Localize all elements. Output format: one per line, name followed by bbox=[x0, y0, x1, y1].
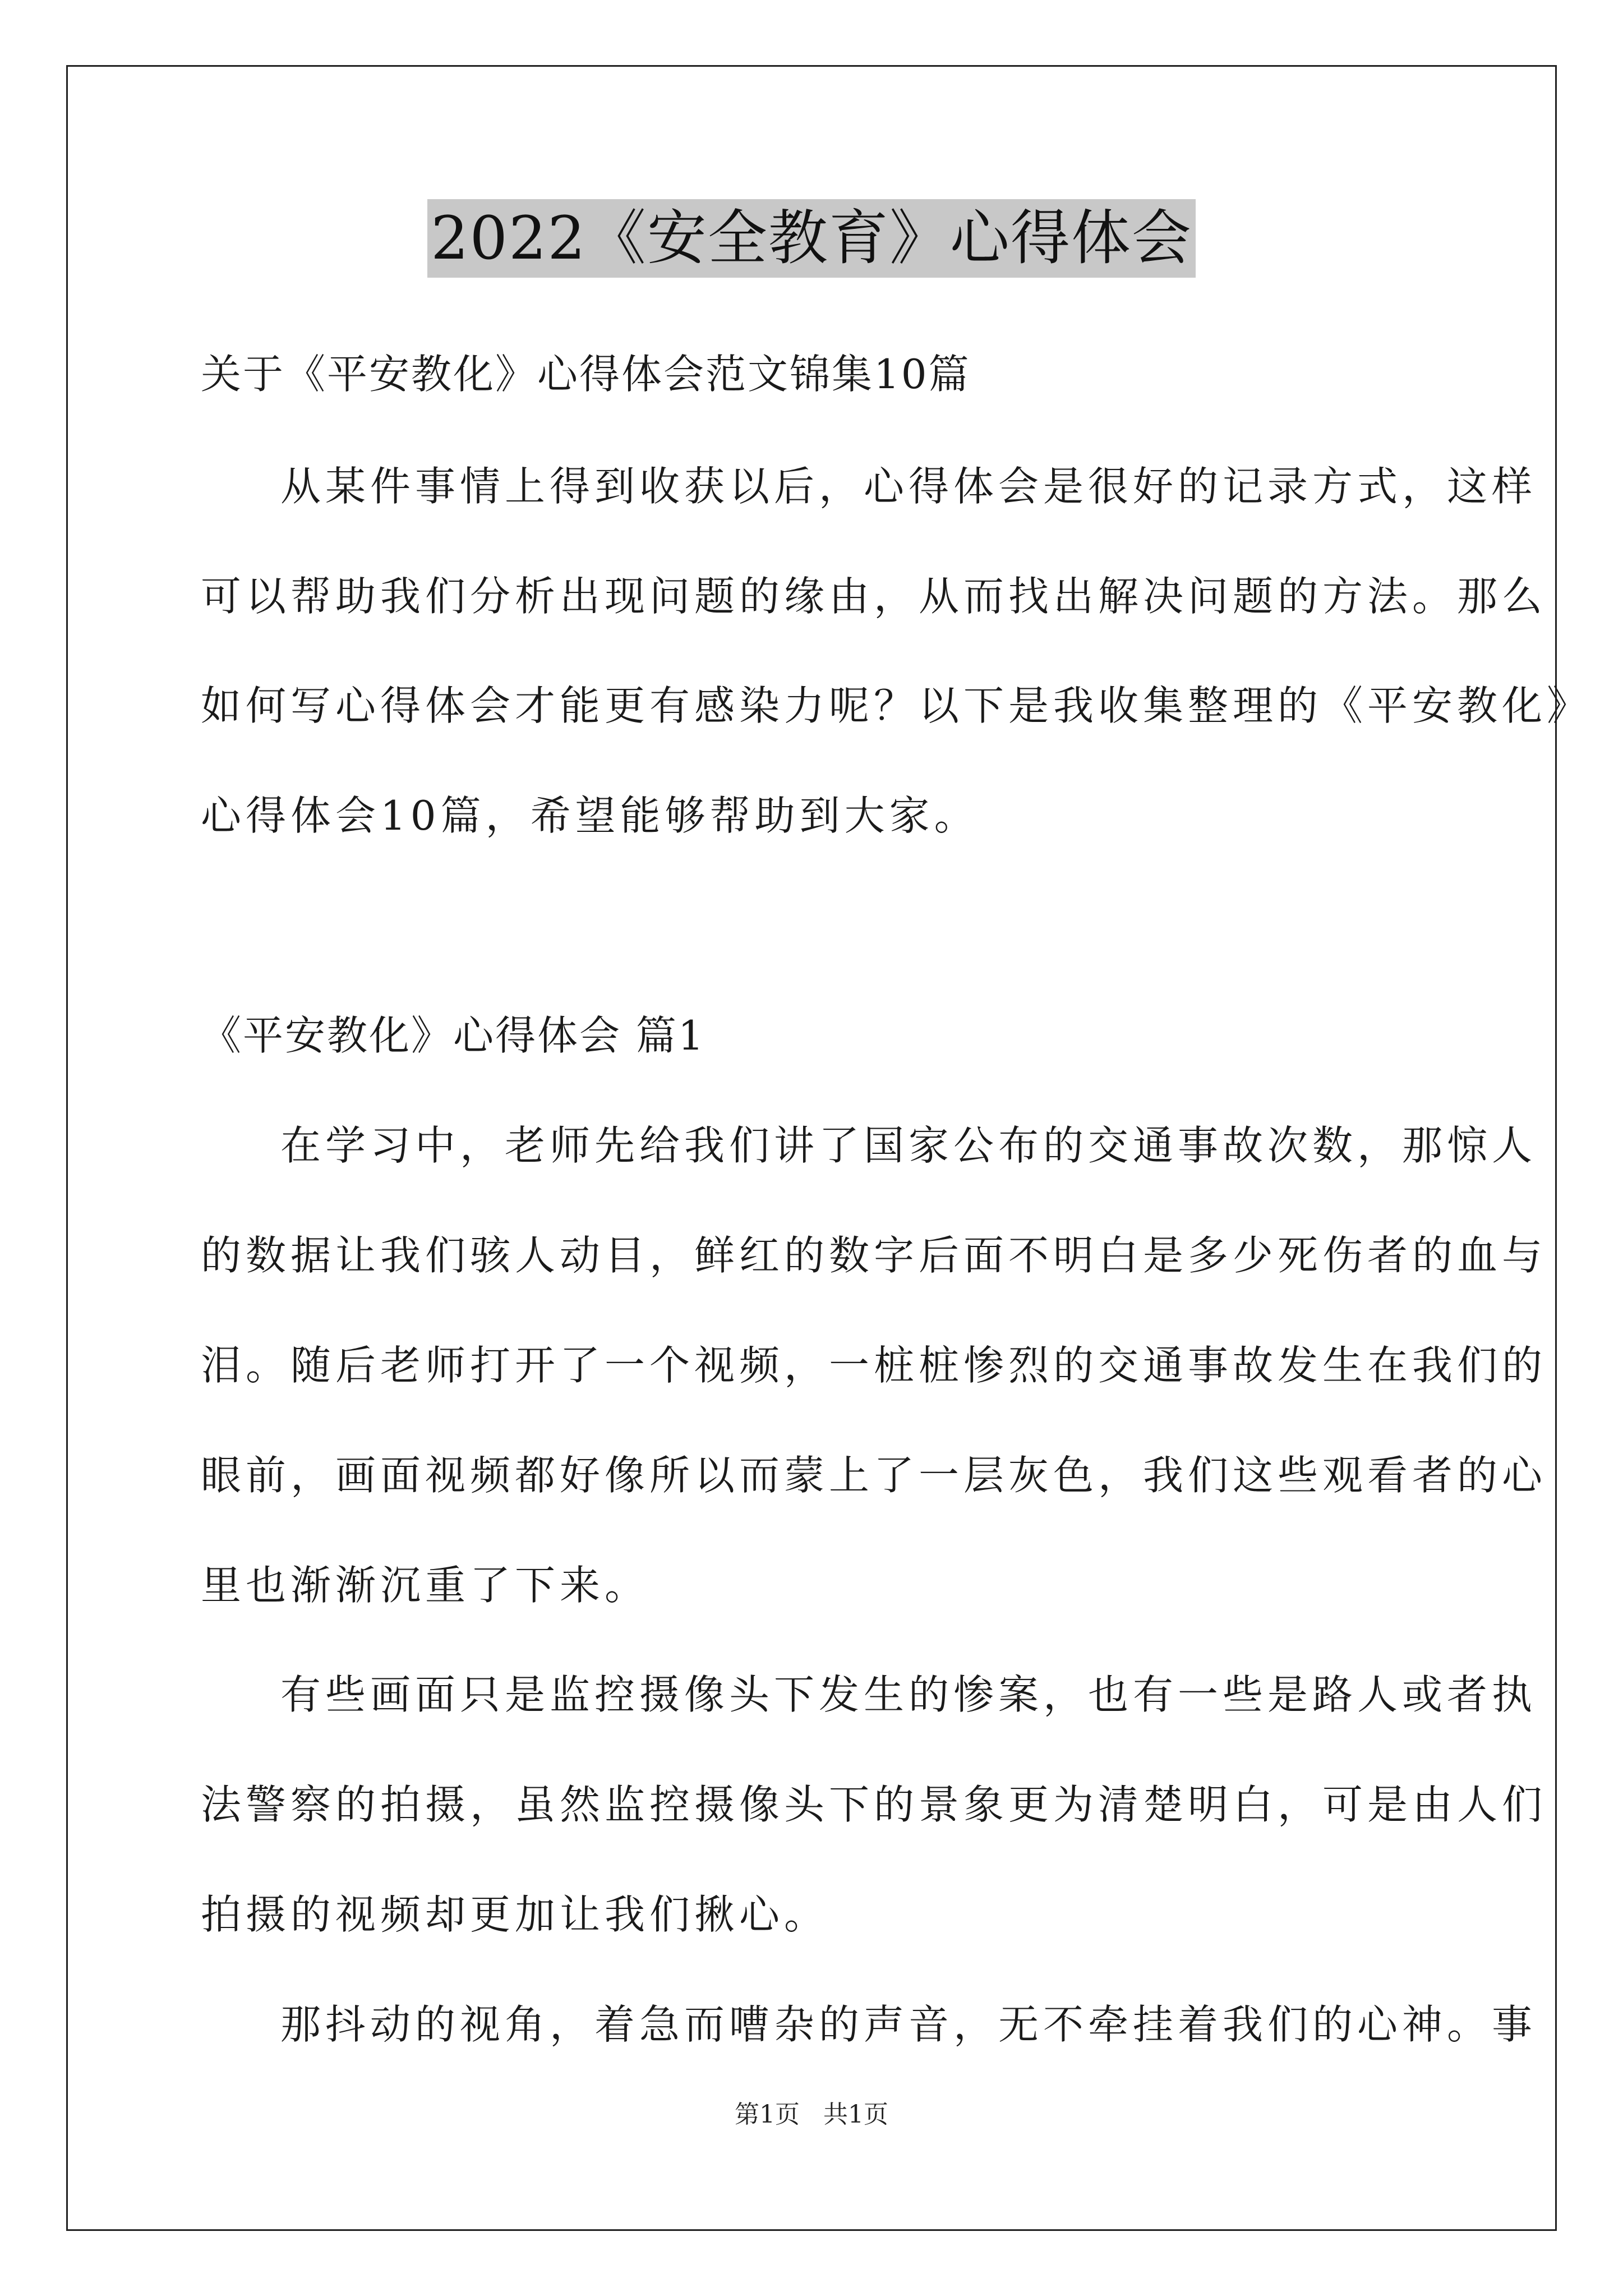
page-number-footer: 第1页 共1页 bbox=[735, 2100, 888, 2129]
paragraph1-line-3: 泪。随后老师打开了一个视频，一桩桩惨烈的交通事故发生在我们的 bbox=[201, 1342, 1547, 1389]
document-title: 2022《安全教育》心得体会 bbox=[427, 199, 1196, 278]
intro-line-3: 如何写心得体会才能更有感染力呢？以下是我收集整理的《平安教化》 bbox=[201, 682, 1592, 729]
title-container bbox=[0, 199, 1623, 278]
intro-line-2: 可以帮助我们分析出现问题的缘由，从而找出解决问题的方法。那么 bbox=[201, 573, 1547, 620]
paragraph1-line-4: 眼前，画面视频都好像所以而蒙上了一层灰色，我们这些观看者的心 bbox=[201, 1452, 1547, 1499]
paragraph2-line-3: 拍摄的视频却更加让我们揪心。 bbox=[201, 1891, 829, 1938]
paragraph1-line-5: 里也渐渐沉重了下来。 bbox=[201, 1562, 650, 1609]
paragraph3-line-1: 那抖动的视角，着急而嘈杂的声音，无不牵挂着我们的心神。事 bbox=[280, 2001, 1537, 2048]
paragraph1-line-2: 的数据让我们骇人动目，鲜红的数字后面不明白是多少死伤者的血与 bbox=[201, 1232, 1547, 1279]
paragraph2-line-2: 法警察的拍摄，虽然监控摄像头下的景象更为清楚明白，可是由人们 bbox=[201, 1781, 1547, 1828]
section-heading: 《平安教化》心得体会 篇1 bbox=[201, 1012, 706, 1059]
paragraph2-line-1: 有些画面只是监控摄像头下发生的惨案，也有一些是路人或者执 bbox=[280, 1671, 1537, 1718]
document-subtitle: 关于《平安教化》心得体会范文锦集10篇 bbox=[201, 351, 971, 398]
intro-line-4: 心得体会10篇，希望能够帮助到大家。 bbox=[201, 792, 979, 839]
intro-line-1: 从某件事情上得到收获以后，心得体会是很好的记录方式，这样 bbox=[280, 463, 1537, 510]
paragraph1-line-1: 在学习中，老师先给我们讲了国家公布的交通事故次数，那惊人 bbox=[280, 1122, 1537, 1169]
